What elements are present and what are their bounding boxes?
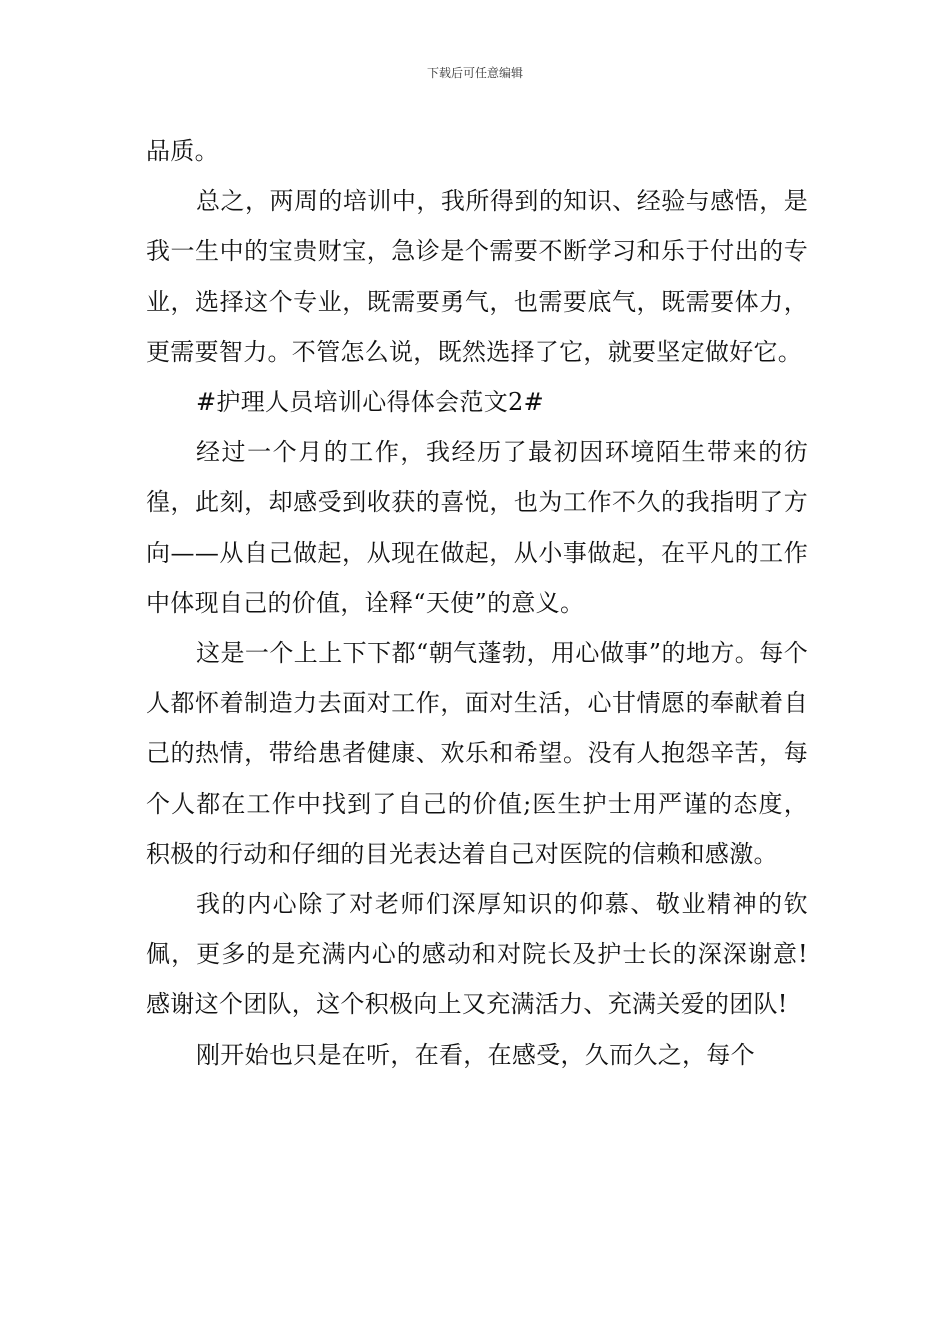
page-header-note: 下载后可任意编辑 (426, 66, 523, 80)
paragraph-1: 品质。 (146, 137, 219, 165)
paragraph-5: 我的内心除了对老师们深厚知识的仰慕、敬业精神的钦佩，更多的是充满内心的感动和对院长及护士长的深深谢意!感谢这个团队，这个积极向上又充满活力、充满关爱的团队! (146, 890, 808, 1019)
paragraph-2: 总之，两周的培训中，我所得到的知识、经验与感悟，是我一生中的宝贵财宝，急诊是个需要不断学习和乐于付出的专业，选择这个专业，既需要勇气，也需要底气，既需要体力，更需要智力。不管怎么说，既然选择了它，就要坚定做好它。 (146, 187, 808, 366)
paragraph-3: 经过一个月的工作，我经历了最初因环境陌生带来的彷徨，此刻，却感受到收获的喜悦，也为工作不久的我指明了方向——从自己做起，从现在做起，从小事做起，在平凡的工作中体现自己的价值，诠释“天使”的意义。 (146, 438, 808, 617)
section-heading: #护理人员培训心得体会范文2# (196, 388, 544, 417)
paragraph-6: 刚开始也只是在听，在看，在感受，久而久之，每个 (196, 1040, 755, 1069)
paragraph-4: 这是一个上上下下都“朝气蓬勃，用心做事”的地方。每个人都怀着制造力去面对工作，面对生活，心甘情愿的奉献着自己的热情，带给患者健康、欢乐和希望。没有人抱怨辛苦，每个人都在工作中找到了自己的价值;医生护士用严谨的态度，积极的行动和仔细的目光表达着自己对医院的信赖和感激。 (146, 639, 808, 868)
document-body (146, 126, 808, 1080)
